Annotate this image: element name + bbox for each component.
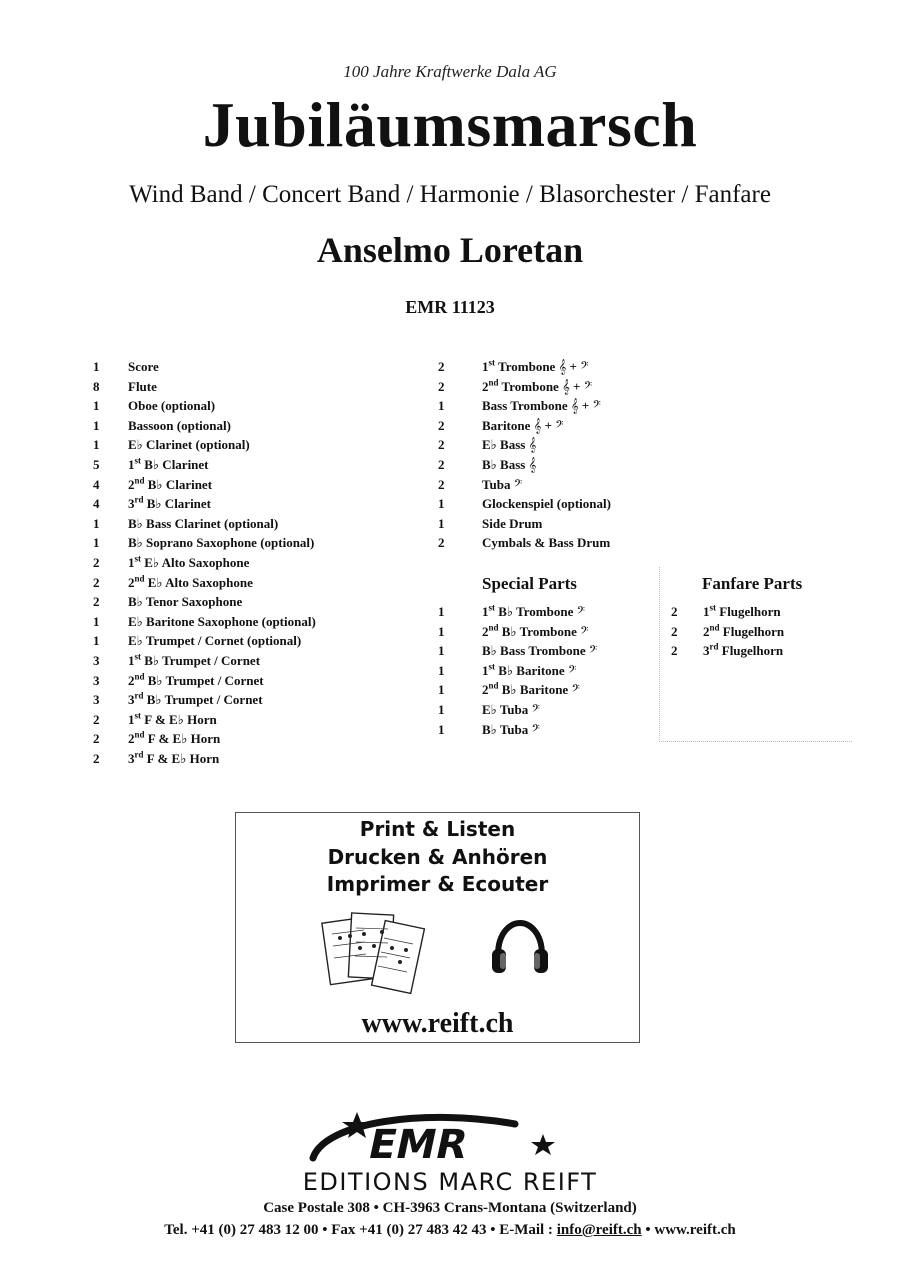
part-quantity: 2 bbox=[93, 554, 100, 570]
part-row bbox=[438, 533, 658, 553]
part-row bbox=[93, 435, 423, 455]
part-name: E♭ Clarinet (optional) bbox=[128, 437, 250, 453]
part-name: 3rd Flugelhorn bbox=[703, 641, 784, 659]
part-row bbox=[93, 729, 423, 749]
part-quantity: 2 bbox=[93, 594, 100, 610]
part-name: 2nd Flugelhorn bbox=[703, 622, 785, 639]
part-quantity: 2 bbox=[438, 359, 445, 374]
part-name: Score bbox=[128, 359, 159, 374]
part-row bbox=[438, 357, 658, 377]
part-quantity: 1 bbox=[438, 623, 445, 639]
part-quantity: 1 bbox=[93, 437, 100, 453]
part-row bbox=[671, 622, 841, 642]
part-name: B♭ Tuba 𝄢 bbox=[482, 721, 540, 738]
part-row bbox=[93, 475, 423, 495]
part-name: Bassoon (optional) bbox=[128, 417, 231, 433]
part-name: Cymbals & Bass Drum bbox=[482, 535, 611, 551]
contact-web: • www.reift.ch bbox=[641, 1222, 736, 1238]
part-quantity: 2 bbox=[438, 535, 445, 551]
part-name: 3rd B♭ Trumpet / Cornet bbox=[128, 690, 263, 708]
part-quantity: 1 bbox=[438, 515, 445, 531]
fanfare-parts-heading: Fanfare Parts bbox=[702, 574, 803, 593]
contact-phone-fax: Tel. +41 (0) 27 483 12 00 • Fax +41 (0) 27 483 42 43 • E-Mail : bbox=[164, 1222, 557, 1238]
print-listen-box bbox=[235, 812, 640, 1043]
parts-list-left bbox=[93, 357, 423, 768]
part-quantity: 4 bbox=[93, 496, 100, 512]
part-quantity: 2 bbox=[438, 417, 445, 433]
part-row bbox=[93, 357, 423, 377]
part-row bbox=[438, 416, 658, 436]
part-quantity: 1 bbox=[438, 721, 445, 737]
part-quantity: 2 bbox=[671, 623, 678, 639]
part-name: E♭ Baritone Saxophone (optional) bbox=[128, 613, 316, 629]
part-quantity: 2 bbox=[438, 456, 445, 472]
publisher-address: Case Postale 308 • CH-3963 Crans-Montana (Switzerland) bbox=[263, 1200, 637, 1216]
part-quantity: 2 bbox=[93, 750, 100, 766]
part-quantity: 3 bbox=[93, 652, 100, 668]
svg-text:EMR: EMR bbox=[364, 1120, 473, 1168]
part-row bbox=[93, 592, 423, 612]
part-row bbox=[438, 475, 658, 495]
part-quantity: 4 bbox=[93, 476, 100, 492]
part-quantity: 2 bbox=[438, 476, 445, 492]
fanfare-parts-list bbox=[671, 602, 841, 661]
part-name: 1st B♭ Clarinet bbox=[128, 455, 209, 472]
part-row bbox=[93, 631, 423, 651]
part-name: 2nd Trombone 𝄞 + 𝄢 bbox=[482, 377, 593, 395]
part-quantity: 1 bbox=[438, 398, 445, 414]
part-quantity: 1 bbox=[438, 643, 445, 659]
part-name: B♭ Bass 𝄞 bbox=[482, 456, 537, 473]
part-row bbox=[438, 514, 658, 534]
part-name: Oboe (optional) bbox=[128, 398, 216, 414]
special-parts-list bbox=[438, 602, 658, 739]
print-listen-line1: Print & Listen bbox=[359, 817, 516, 841]
parts-list-right bbox=[438, 357, 658, 553]
part-row bbox=[93, 455, 423, 475]
part-name: B♭ Bass Clarinet (optional) bbox=[128, 515, 279, 531]
part-row bbox=[438, 377, 658, 397]
part-name: 2nd B♭ Baritone 𝄢 bbox=[482, 681, 580, 699]
part-name: 1st B♭ Trombone 𝄢 bbox=[482, 602, 585, 620]
part-quantity: 1 bbox=[93, 417, 100, 433]
composer-name: Anselmo Loretan bbox=[316, 230, 584, 270]
part-row bbox=[93, 416, 423, 436]
part-quantity: 2 bbox=[671, 604, 678, 619]
part-row bbox=[438, 700, 658, 720]
part-quantity: 2 bbox=[93, 574, 100, 590]
part-quantity: 1 bbox=[438, 662, 445, 678]
part-quantity: 1 bbox=[438, 604, 445, 619]
part-row bbox=[438, 641, 658, 661]
scoring-line: Wind Band / Concert Band / Harmonie / Blasorchester / Fanfare bbox=[129, 181, 771, 208]
part-name: 1st B♭ Baritone 𝄢 bbox=[482, 661, 577, 679]
subtitle: 100 Jahre Kraftwerke Dala AG bbox=[343, 62, 557, 81]
part-quantity: 1 bbox=[93, 398, 100, 414]
part-row bbox=[93, 553, 423, 573]
part-name: E♭ Bass 𝄞 bbox=[482, 437, 537, 454]
part-name: 2nd B♭ Trombone 𝄢 bbox=[482, 622, 589, 640]
part-row bbox=[671, 641, 841, 661]
part-name: 1st F & E♭ Horn bbox=[128, 710, 217, 727]
part-name: 3rd B♭ Clarinet bbox=[128, 494, 212, 512]
part-row bbox=[93, 612, 423, 632]
publisher-name: EDITIONS MARC REIFT bbox=[302, 1168, 598, 1196]
part-row bbox=[93, 396, 423, 416]
part-name: 1st Trombone 𝄞 + 𝄢 bbox=[482, 357, 589, 375]
part-quantity: 1 bbox=[93, 515, 100, 531]
part-row bbox=[438, 680, 658, 700]
part-quantity: 2 bbox=[671, 643, 678, 659]
part-quantity: 3 bbox=[93, 692, 100, 708]
part-name: Baritone 𝄞 + 𝄢 bbox=[482, 417, 564, 434]
part-row bbox=[438, 602, 658, 622]
part-row bbox=[438, 720, 658, 740]
part-row bbox=[93, 573, 423, 593]
part-row bbox=[93, 690, 423, 710]
part-name: E♭ Trumpet / Cornet (optional) bbox=[128, 633, 302, 649]
part-name: Tuba 𝄢 bbox=[482, 476, 523, 493]
part-row bbox=[93, 671, 423, 691]
part-row bbox=[93, 533, 423, 553]
emr-logo bbox=[305, 1108, 565, 1170]
print-listen-line2: Drucken & Anhören bbox=[327, 845, 548, 869]
part-quantity: 2 bbox=[438, 437, 445, 453]
publisher-contact bbox=[0, 1222, 900, 1239]
part-row bbox=[438, 661, 658, 681]
part-name: Bass Trombone 𝄞 + 𝄢 bbox=[482, 398, 601, 415]
part-name: B♭ Soprano Saxophone (optional) bbox=[128, 535, 315, 551]
headphones-icon bbox=[488, 915, 552, 979]
part-name: B♭ Bass Trombone 𝄢 bbox=[482, 643, 598, 660]
part-name: B♭ Tenor Saxophone bbox=[128, 594, 243, 610]
part-row bbox=[93, 651, 423, 671]
part-row bbox=[93, 749, 423, 769]
part-row bbox=[93, 710, 423, 730]
part-quantity: 2 bbox=[93, 711, 100, 727]
part-name: 1st Flugelhorn bbox=[703, 602, 781, 619]
part-row bbox=[438, 396, 658, 416]
part-name: Flute bbox=[128, 378, 157, 394]
part-name: 1st E♭ Alto Saxophone bbox=[128, 553, 250, 570]
part-name: 2nd E♭ Alto Saxophone bbox=[128, 573, 253, 590]
part-name: 3rd F & E♭ Horn bbox=[128, 749, 220, 766]
contact-email-link[interactable]: info@reift.ch bbox=[556, 1222, 642, 1238]
catalog-number: EMR 11123 bbox=[405, 297, 495, 317]
part-row bbox=[93, 377, 423, 397]
part-quantity: 1 bbox=[438, 682, 445, 698]
part-row bbox=[438, 435, 658, 455]
part-quantity: 5 bbox=[93, 456, 100, 472]
special-parts-heading: Special Parts bbox=[482, 574, 577, 593]
part-quantity: 1 bbox=[93, 613, 100, 629]
part-quantity: 1 bbox=[438, 701, 445, 717]
part-name: 2nd B♭ Clarinet bbox=[128, 475, 213, 492]
part-row bbox=[438, 455, 658, 475]
part-row bbox=[438, 622, 658, 642]
sheet-music-icon bbox=[320, 908, 430, 1000]
part-quantity: 2 bbox=[438, 378, 445, 394]
part-name: Glockenspiel (optional) bbox=[482, 496, 611, 512]
part-name: 2nd B♭ Trumpet / Cornet bbox=[128, 671, 264, 688]
part-quantity: 3 bbox=[93, 672, 100, 688]
print-listen-url[interactable]: www.reift.ch bbox=[361, 1008, 514, 1039]
part-name: 2nd F & E♭ Horn bbox=[128, 729, 221, 747]
part-row bbox=[93, 514, 423, 534]
part-row bbox=[671, 602, 841, 622]
part-quantity: 1 bbox=[93, 633, 100, 649]
part-row bbox=[438, 494, 658, 514]
part-quantity: 1 bbox=[93, 359, 100, 374]
part-quantity: 1 bbox=[93, 535, 100, 551]
part-quantity: 2 bbox=[93, 731, 100, 747]
part-quantity: 8 bbox=[93, 378, 100, 394]
part-row bbox=[93, 494, 423, 514]
print-listen-line3: Imprimer & Ecouter bbox=[326, 872, 549, 896]
part-name: 1st B♭ Trumpet / Cornet bbox=[128, 651, 261, 668]
part-quantity: 1 bbox=[438, 496, 445, 512]
page-title: Jubiläumsmarsch bbox=[202, 89, 698, 160]
part-name: E♭ Tuba 𝄢 bbox=[482, 701, 540, 718]
part-name: Side Drum bbox=[482, 515, 543, 531]
